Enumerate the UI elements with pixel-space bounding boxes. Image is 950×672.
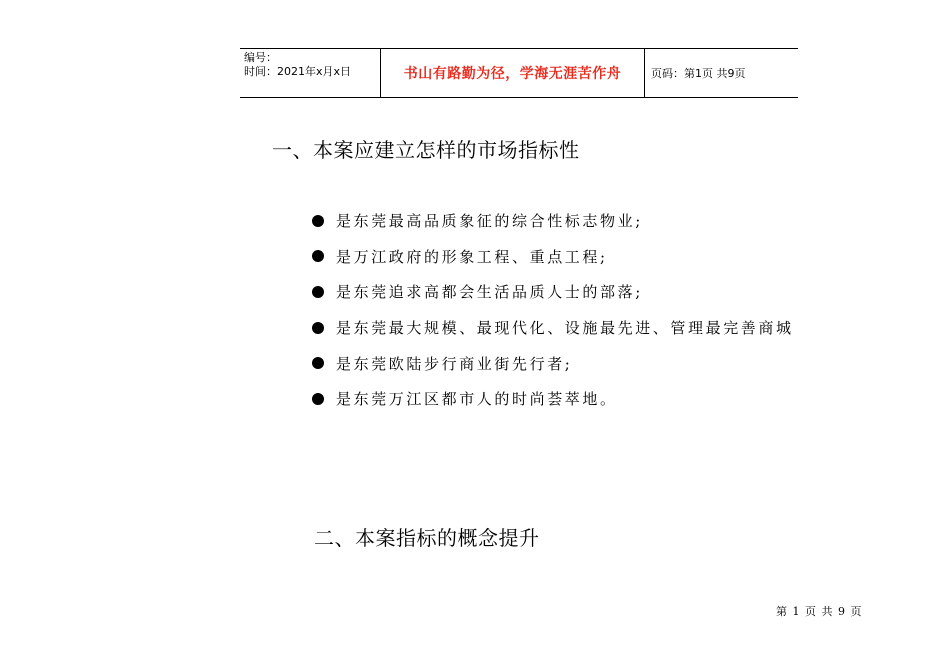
- header-number-label: 编号：: [244, 51, 277, 64]
- section1-title: 一、本案应建立怎样的市场指标性: [272, 138, 580, 162]
- header-motto-cell: [381, 49, 645, 97]
- bullet-text: 是东莞追求高都会生活品质人士的部落;: [336, 283, 643, 302]
- bullet-dot-icon: [312, 357, 324, 369]
- bullet-item: [312, 203, 794, 239]
- bullet-text: 是东莞最高品质象征的综合性标志物业;: [336, 212, 643, 231]
- header-motto: 书山有路勤为径，学海无涯苦作舟: [403, 66, 622, 82]
- bullet-dot-icon: [312, 393, 324, 405]
- header-page-label: 页码：第1页 共9页: [651, 67, 746, 80]
- bullet-dot-icon: [312, 215, 324, 227]
- bullet-item: [312, 381, 794, 417]
- bullet-item: [312, 310, 794, 346]
- footer-page-number: 第 1 页 共 9 页: [776, 605, 863, 618]
- bullet-item: [312, 239, 794, 275]
- bullet-text: 是东莞最大规模、最现代化、设施最先进、管理最完善商城: [336, 319, 794, 338]
- header-page-cell: [645, 49, 798, 97]
- bullet-item: [312, 274, 794, 310]
- page-header-table: [240, 48, 798, 98]
- bullet-text: 是东莞欧陆步行商业街先行者;: [336, 354, 573, 373]
- bullet-text: 是万江政府的形象工程、重点工程;: [336, 247, 608, 266]
- bullet-dot-icon: [312, 250, 324, 262]
- section1-bullet-list: [312, 203, 794, 417]
- bullet-dot-icon: [312, 286, 324, 298]
- header-time-label: 时间：2021年x月x日: [244, 65, 352, 78]
- bullet-dot-icon: [312, 322, 324, 334]
- bullet-item: [312, 345, 794, 381]
- section2-title: 二、本案指标的概念提升: [314, 526, 540, 550]
- bullet-text: 是东莞万江区都市人的时尚荟萃地。: [336, 390, 618, 409]
- header-meta-cell: [240, 49, 381, 97]
